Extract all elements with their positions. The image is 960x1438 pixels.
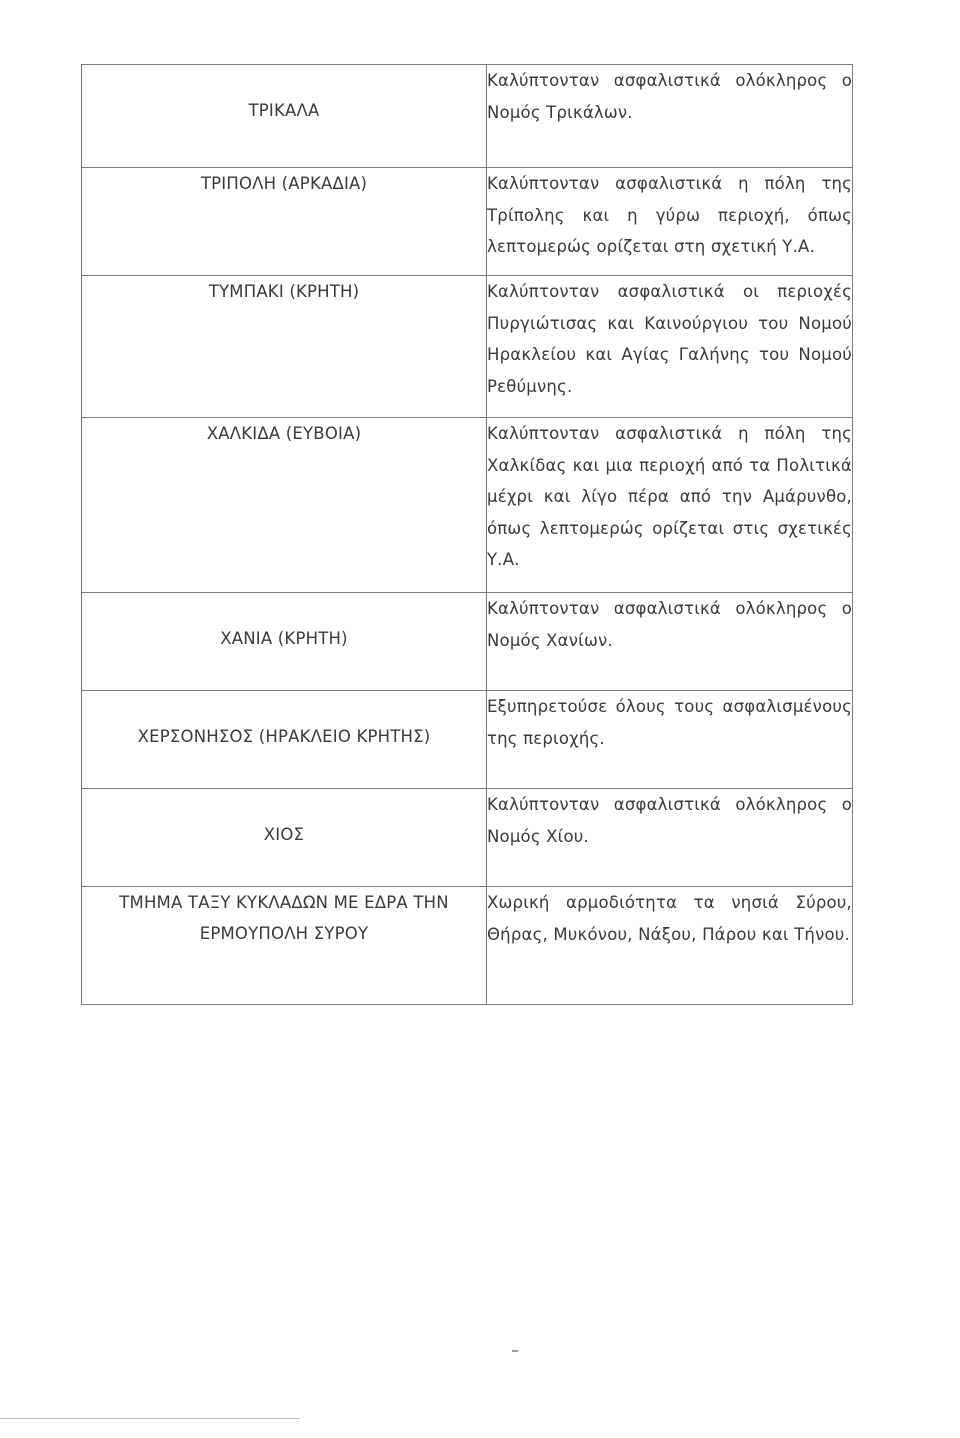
- page-bottom-rule: [0, 1418, 300, 1419]
- location-cell: [82, 276, 487, 418]
- table-row: [82, 691, 853, 789]
- location-cell: [82, 887, 487, 1005]
- table-row: [82, 887, 853, 1005]
- location-cell: [82, 65, 487, 168]
- description-text: Καλύπτονταν ασφαλιστικά η πόλη της Τρίπολης και η γύρω περιοχή, όπως λεπτομερώς ορίζεται στη σχετική Υ.Α.: [487, 174, 852, 256]
- location-cell: [82, 789, 487, 887]
- coverage-table: [81, 64, 853, 1005]
- location-cell: [82, 418, 487, 593]
- location-label: ΤΡΙΠΟΛΗ (ΑΡΚΑΔΙΑ): [200, 174, 368, 193]
- scan-speck: [512, 1350, 518, 1352]
- location-cell: [82, 168, 487, 276]
- description-text: Καλύπτονταν ασφαλιστικά ολόκληρος ο Νομός Χανίων.: [487, 599, 852, 650]
- description-cell: [487, 418, 853, 593]
- description-cell: [487, 593, 853, 691]
- location-label: ΧΕΡΣΟΝΗΣΟΣ (ΗΡΑΚΛΕΙΟ ΚΡΗΤΗΣ): [137, 727, 431, 746]
- location-label: ΧΑΝΙΑ (ΚΡΗΤΗ): [220, 629, 348, 648]
- description-cell: [487, 168, 853, 276]
- table-row: [82, 168, 853, 276]
- description-cell: [487, 65, 853, 168]
- location-label: ΤΥΜΠΑΚΙ (ΚΡΗΤΗ): [208, 282, 360, 301]
- location-label: ΧΑΛΚΙΔΑ (ΕΥΒΟΙΑ): [206, 424, 362, 443]
- location-cell: [82, 593, 487, 691]
- table-row: [82, 789, 853, 887]
- description-text: Καλύπτονταν ασφαλιστικά η πόλη της Χαλκίδας και μια περιοχή από τα Πολιτικά μέχρι και λίγο πέρα από την Αμάρυνθο, όπως λεπτομερώς ορίζεται στις σχετικές Υ.Α.: [487, 424, 852, 569]
- description-cell: [487, 887, 853, 1005]
- table-row: [82, 593, 853, 691]
- location-cell: [82, 691, 487, 789]
- description-text: Καλύπτονταν ασφαλιστικά οι περιοχές Πυργιώτισας και Καινούργιου του Νομού Ηρακλείου και Αγίας Γαλήνης του Νομού Ρεθύμνης.: [487, 282, 852, 396]
- location-label: ΤΜΗΜΑ ΤΑΞΥ ΚΥΚΛΑΔΩΝ ΜΕ ΕΔΡΑ ΤΗΝ ΕΡΜΟΥΠΟΛΗ ΣΥΡΟΥ: [119, 893, 449, 943]
- description-cell: [487, 276, 853, 418]
- description-text: Καλύπτονταν ασφαλιστικά ολόκληρος ο Νομός Χίου.: [487, 795, 852, 846]
- description-cell: [487, 789, 853, 887]
- location-label: ΤΡΙΚΑΛΑ: [248, 101, 320, 120]
- table-row: [82, 418, 853, 593]
- table-row: [82, 65, 853, 168]
- table-row: [82, 276, 853, 418]
- description-cell: [487, 691, 853, 789]
- description-text: Εξυπηρετούσε όλους τους ασφαλισμένους της περιοχής.: [487, 697, 852, 748]
- description-text: Καλύπτονταν ασφαλιστικά ολόκληρος ο Νομός Τρικάλων.: [487, 71, 852, 122]
- description-text: Χωρική αρμοδιότητα τα νησιά Σύρου, Θήρας, Μυκόνου, Νάξου, Πάρου και Τήνου.: [487, 893, 852, 944]
- location-label: ΧΙΟΣ: [263, 825, 305, 844]
